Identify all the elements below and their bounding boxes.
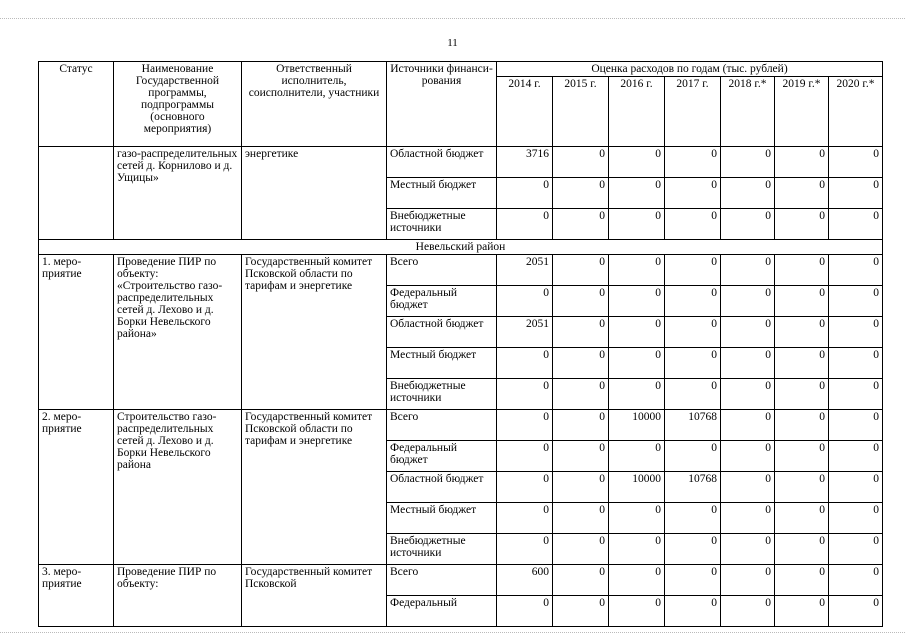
- section-title: Невельский район: [39, 240, 883, 255]
- amount-cell: 0: [775, 441, 829, 472]
- amount-cell: 0: [721, 410, 775, 441]
- amount-cell: 0: [721, 596, 775, 627]
- amount-cell: 0: [665, 565, 721, 596]
- program-header: Наименование Государственной программы, подпрограммы (основного мероприятия): [114, 62, 242, 147]
- amount-cell: 0: [721, 534, 775, 565]
- funding-source: Всего: [387, 410, 497, 441]
- year-header: 2017 г.: [665, 77, 721, 147]
- amount-cell: 0: [609, 286, 665, 317]
- amount-cell: 0: [775, 410, 829, 441]
- funding-source: Местный бюджет: [387, 348, 497, 379]
- amount-cell: 0: [609, 147, 665, 178]
- amount-cell: 0: [665, 596, 721, 627]
- amount-cell: 0: [553, 596, 609, 627]
- amount-cell: 0: [721, 348, 775, 379]
- amount-cell: 0: [609, 178, 665, 209]
- measure-name: Строительство газо-распределительных сетей д. Лехово и д. Борки Невельского района: [114, 410, 242, 565]
- funding-source: Внебюджетные источники: [387, 209, 497, 240]
- amount-cell: 0: [553, 348, 609, 379]
- funding-source: Местный бюджет: [387, 178, 497, 209]
- measure-status: 2. меро-приятие: [39, 410, 114, 565]
- amount-cell: 0: [665, 379, 721, 410]
- amount-cell: 10768: [665, 472, 721, 503]
- amount-cell: 0: [665, 503, 721, 534]
- amount-cell: 0: [553, 441, 609, 472]
- funding-source: Всего: [387, 565, 497, 596]
- amount-cell: 0: [775, 147, 829, 178]
- amount-cell: 0: [665, 441, 721, 472]
- measure-name: Проведение ПИР по объекту: «Строительство газо-распределительных сетей д. Лехово и д. Борки Невельского района»: [114, 255, 242, 410]
- amount-cell: 0: [553, 503, 609, 534]
- amount-cell: 0: [609, 534, 665, 565]
- amount-cell: 0: [609, 317, 665, 348]
- amount-cell: 0: [829, 348, 883, 379]
- funding-source: Областной бюджет: [387, 472, 497, 503]
- amount-cell: 0: [665, 286, 721, 317]
- amount-cell: 0: [775, 565, 829, 596]
- measure-executor: Государственный комитет Псковской области по тарифам и энергетике: [242, 410, 387, 565]
- amount-cell: 0: [665, 534, 721, 565]
- amount-cell: 0: [829, 286, 883, 317]
- section-row: [39, 240, 883, 255]
- amount-cell: 0: [829, 503, 883, 534]
- funding-source: Федеральный бюджет: [387, 441, 497, 472]
- amount-cell: 0: [553, 565, 609, 596]
- amount-cell: 0: [497, 503, 553, 534]
- amount-cell: 0: [497, 596, 553, 627]
- amount-cell: 0: [721, 178, 775, 209]
- amount-cell: 0: [609, 379, 665, 410]
- amount-cell: 0: [609, 209, 665, 240]
- amount-cell: 0: [829, 379, 883, 410]
- amount-cell: 0: [497, 379, 553, 410]
- executor-header: Ответственный исполнитель, соисполнители, участники: [242, 62, 387, 147]
- amount-cell: 0: [553, 472, 609, 503]
- funding-source: Внебюджетные источники: [387, 534, 497, 565]
- amount-cell: 0: [553, 178, 609, 209]
- funding-source: Всего: [387, 255, 497, 286]
- amount-cell: 0: [553, 255, 609, 286]
- amount-cell: 0: [721, 441, 775, 472]
- amount-cell: 0: [775, 503, 829, 534]
- amount-cell: 0: [553, 286, 609, 317]
- continuation-executor: энергетике: [242, 147, 387, 240]
- measure-status: 3. меро-приятие: [39, 565, 114, 627]
- table-row: [39, 410, 883, 441]
- amount-cell: 0: [775, 255, 829, 286]
- amount-cell: 0: [775, 379, 829, 410]
- amount-cell: 10000: [609, 472, 665, 503]
- amount-cell: 0: [829, 596, 883, 627]
- table-body: [39, 147, 883, 627]
- funding-source: Федеральный бюджет: [387, 286, 497, 317]
- amount-cell: 0: [497, 209, 553, 240]
- amount-cell: 3716: [497, 147, 553, 178]
- measure-name: Проведение ПИР по объекту:: [114, 565, 242, 627]
- amount-cell: 0: [553, 379, 609, 410]
- amount-cell: 0: [665, 209, 721, 240]
- scan-edge-bottom: [0, 632, 905, 633]
- amount-cell: 0: [721, 147, 775, 178]
- amount-cell: 0: [497, 472, 553, 503]
- amount-cell: 0: [775, 472, 829, 503]
- year-header: 2014 г.: [497, 77, 553, 147]
- amount-cell: 0: [665, 147, 721, 178]
- continuation-name: газо-распределительных сетей д. Корнилово и д. Ущицы»: [114, 147, 242, 240]
- funding-source: Областной бюджет: [387, 147, 497, 178]
- amount-cell: 0: [721, 472, 775, 503]
- costs-header: Оценка расходов по годам (тыс. рублей): [497, 62, 883, 77]
- table-row: [39, 255, 883, 286]
- amount-cell: 0: [721, 209, 775, 240]
- amount-cell: 0: [775, 348, 829, 379]
- year-header: 2020 г.*: [829, 77, 883, 147]
- amount-cell: 0: [497, 410, 553, 441]
- amount-cell: 0: [829, 441, 883, 472]
- amount-cell: 0: [829, 410, 883, 441]
- amount-cell: 0: [775, 317, 829, 348]
- year-header: 2018 г.*: [721, 77, 775, 147]
- amount-cell: 0: [721, 379, 775, 410]
- continuation-status: [39, 147, 114, 240]
- amount-cell: 0: [721, 503, 775, 534]
- amount-cell: 0: [609, 503, 665, 534]
- amount-cell: 0: [553, 534, 609, 565]
- amount-cell: 0: [609, 348, 665, 379]
- budget-table: [38, 61, 883, 627]
- table-row: [39, 147, 883, 178]
- amount-cell: 0: [775, 286, 829, 317]
- table-row: [39, 565, 883, 596]
- amount-cell: 0: [775, 178, 829, 209]
- year-header: 2016 г.: [609, 77, 665, 147]
- amount-cell: 0: [665, 178, 721, 209]
- amount-cell: 0: [497, 178, 553, 209]
- amount-cell: 0: [721, 255, 775, 286]
- header-row: [39, 62, 883, 77]
- funding-source: Федеральный: [387, 596, 497, 627]
- year-header: 2015 г.: [553, 77, 609, 147]
- funding-source: Местный бюджет: [387, 503, 497, 534]
- amount-cell: 0: [609, 441, 665, 472]
- funding-source: Внебюджетные источники: [387, 379, 497, 410]
- amount-cell: 0: [553, 317, 609, 348]
- amount-cell: 0: [775, 534, 829, 565]
- measure-status: 1. меро-приятие: [39, 255, 114, 410]
- amount-cell: 0: [829, 178, 883, 209]
- amount-cell: 0: [721, 317, 775, 348]
- amount-cell: 0: [609, 565, 665, 596]
- status-header: Статус: [39, 62, 114, 147]
- amount-cell: 0: [665, 255, 721, 286]
- amount-cell: 0: [553, 147, 609, 178]
- amount-cell: 0: [775, 209, 829, 240]
- amount-cell: 2051: [497, 317, 553, 348]
- amount-cell: 0: [497, 348, 553, 379]
- amount-cell: 0: [497, 441, 553, 472]
- amount-cell: 0: [829, 317, 883, 348]
- amount-cell: 0: [609, 255, 665, 286]
- measure-executor: Государственный комитет Псковской: [242, 565, 387, 627]
- amount-cell: 0: [829, 255, 883, 286]
- amount-cell: 0: [553, 410, 609, 441]
- amount-cell: 0: [775, 596, 829, 627]
- scan-edge-top: [0, 18, 905, 19]
- amount-cell: 2051: [497, 255, 553, 286]
- amount-cell: 0: [553, 209, 609, 240]
- amount-cell: 0: [829, 565, 883, 596]
- amount-cell: 10000: [609, 410, 665, 441]
- amount-cell: 0: [665, 348, 721, 379]
- amount-cell: 0: [829, 209, 883, 240]
- amount-cell: 0: [829, 534, 883, 565]
- amount-cell: 0: [497, 286, 553, 317]
- measure-executor: Государственный комитет Псковской области по тарифам и энергетике: [242, 255, 387, 410]
- page-number: 11: [447, 37, 458, 49]
- amount-cell: 0: [609, 596, 665, 627]
- amount-cell: 10768: [665, 410, 721, 441]
- amount-cell: 0: [829, 147, 883, 178]
- amount-cell: 600: [497, 565, 553, 596]
- amount-cell: 0: [721, 565, 775, 596]
- amount-cell: 0: [497, 534, 553, 565]
- funding-source: Областной бюджет: [387, 317, 497, 348]
- source-header: Источники финанси-рования: [387, 62, 497, 147]
- amount-cell: 0: [829, 472, 883, 503]
- amount-cell: 0: [665, 317, 721, 348]
- year-header: 2019 г.*: [775, 77, 829, 147]
- amount-cell: 0: [721, 286, 775, 317]
